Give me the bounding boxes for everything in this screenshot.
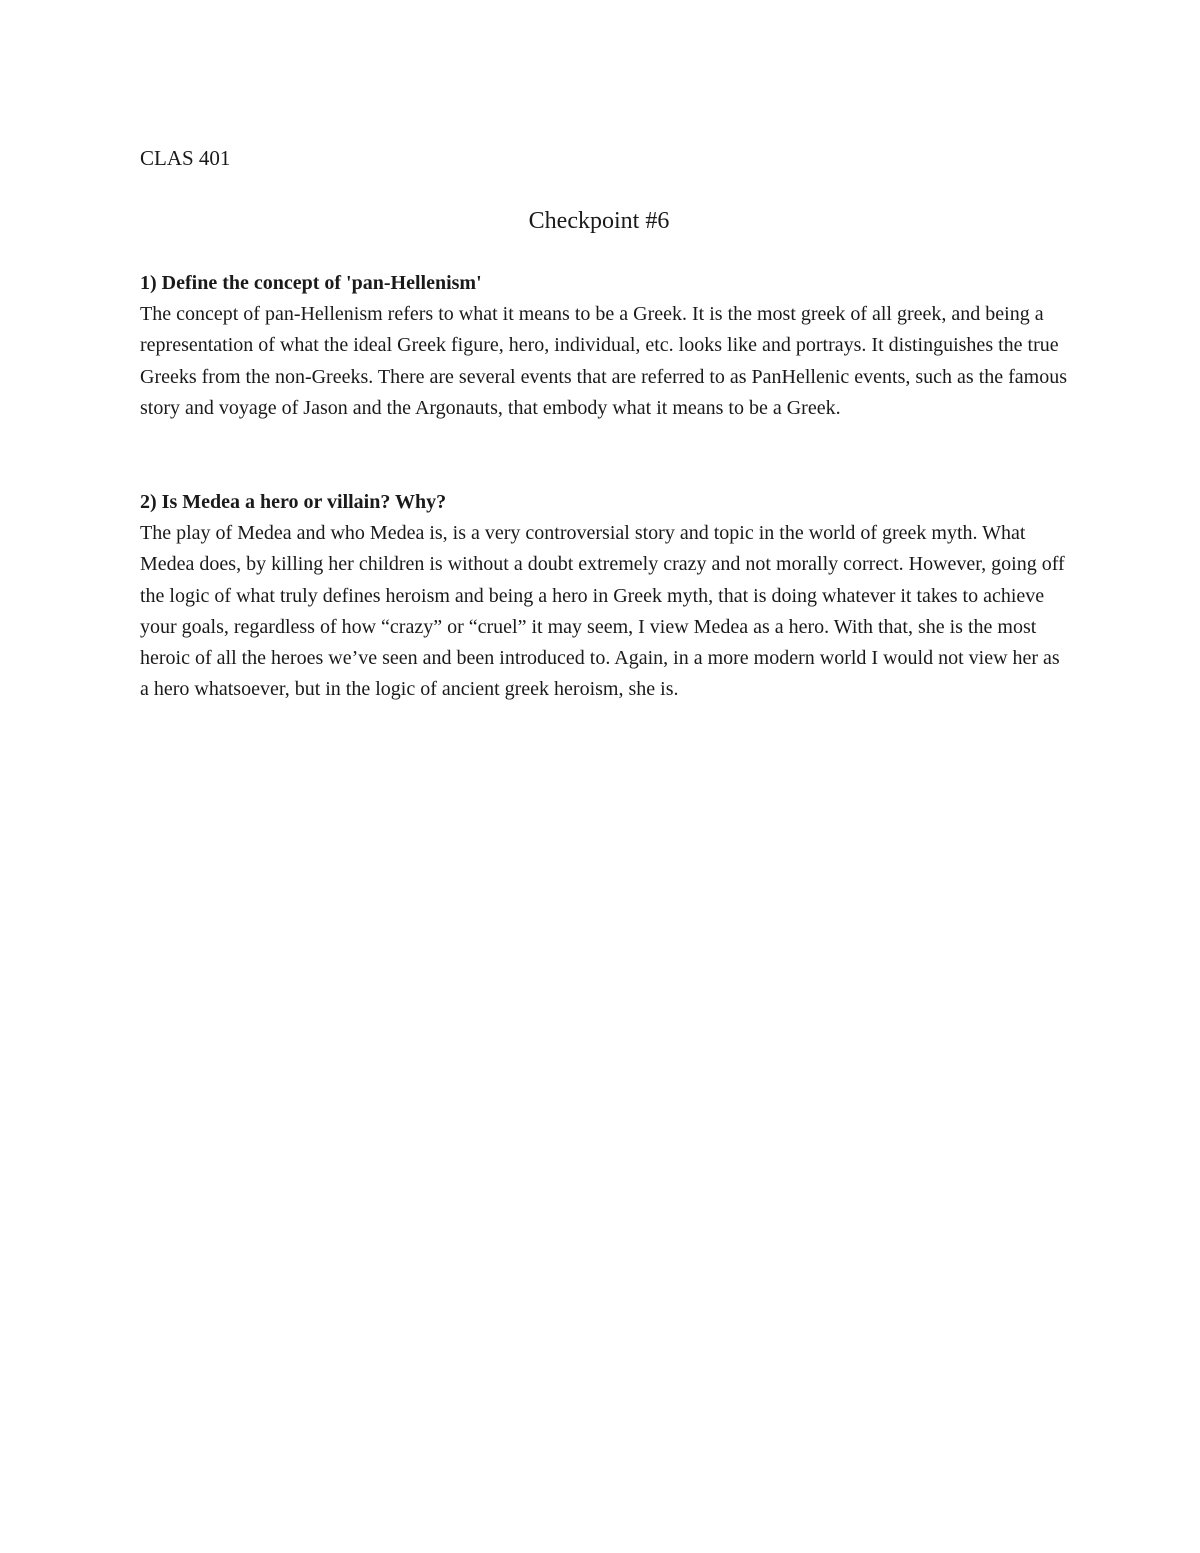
question-heading: 2) Is Medea a hero or villain? Why? — [140, 491, 447, 513]
question-section-1 — [140, 268, 1070, 424]
question-section-2 — [140, 487, 1070, 706]
page-title: Checkpoint #6 — [528, 208, 670, 234]
question-heading: 1) Define the concept of 'pan-Hellenism' — [140, 272, 482, 294]
course-code: CLAS 401 — [140, 146, 231, 170]
answer-paragraph: The concept of pan-Hellenism refers to what it means to be a Greek. It is the most greek of all greek, and being a representation of what the ideal Greek figure, hero, individual, etc. looks like and portrays. It distinguishes the true Greeks from the non-Greeks. There are several events that are referred to as PanHellenic events, such as the famous story and voyage of Jason and the Argonauts, that embody what it means to be a Greek. — [140, 303, 1068, 419]
answer-paragraph: The play of Medea and who Medea is, is a very controversial story and topic in the world of greek myth. What Medea does, by killing her children is without a doubt extremely crazy and not morally correct. However, going off the logic of what truly defines heroism and being a hero in Greek myth, that is doing whatever it takes to achieve your goals, regardless of how “crazy” or “cruel” it may seem, I view Medea as a hero. With that, she is the most heroic of all the heroes we’ve seen and been introduced to. Again, in a more modern world I would not view her as a hero whatsoever, but in the logic of ancient greek heroism, she is. — [140, 522, 1065, 701]
